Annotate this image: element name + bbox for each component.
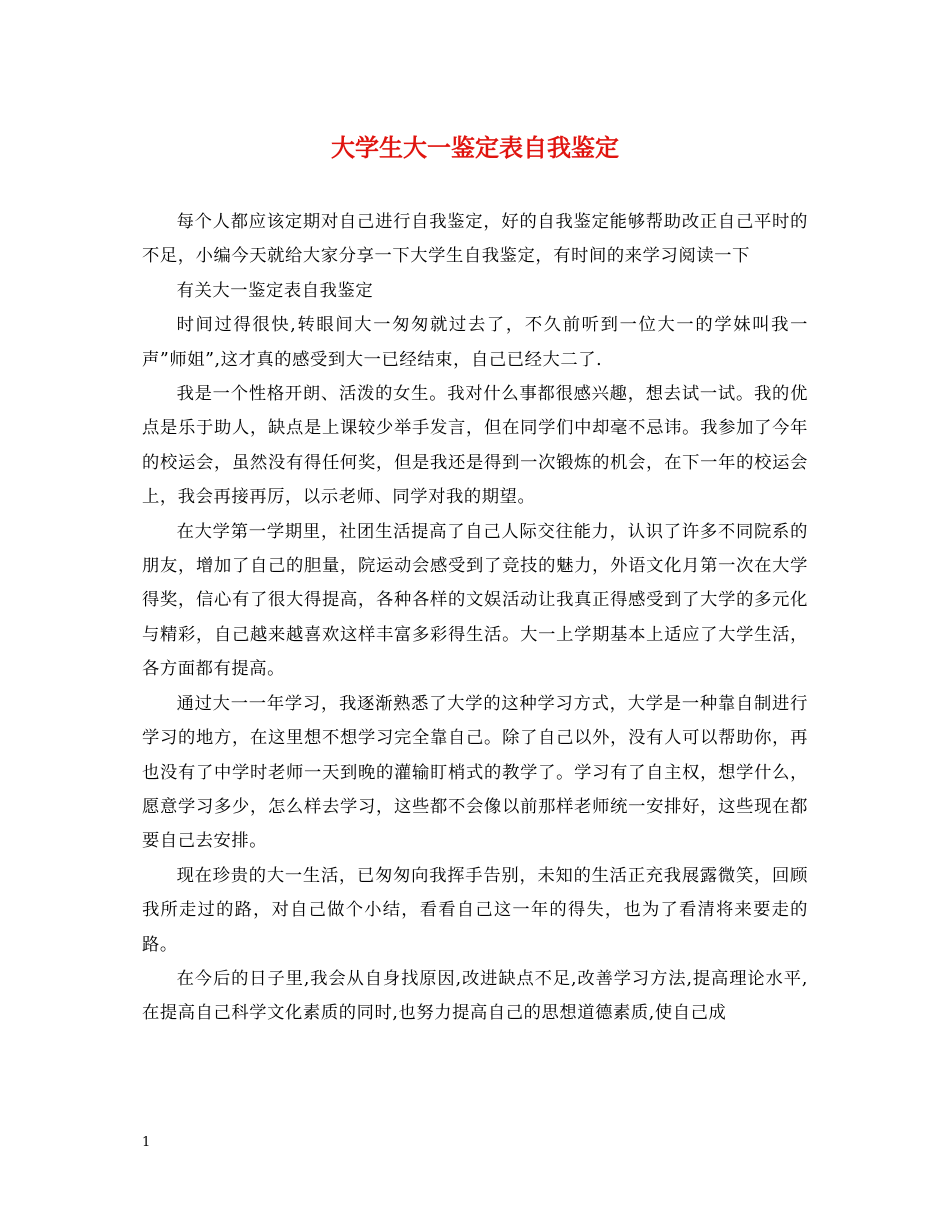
paragraph-time: 时间过得很快,转眼间大一匆匆就过去了，不久前听到一位大一的学妹叫我一声”师姐”,这才真的感受到大一已经结束，自己已经大二了. [142,315,808,370]
paragraph-future: 在今后的日子里,我会从自身找原因,改进缺点不足,改善学习方法,提高理论水平,在提高自己科学文化素质的同时,也努力提高自己的思想道德素质,使自己成 [142,968,808,1024]
paragraph-intro: 每个人都应该定期对自己进行自我鉴定，好的自我鉴定能够帮助改正自己平时的不足，小编今天就给大家分享一下大学生自我鉴定，有时间的来学习阅读一下 [142,212,808,267]
page-number: 1 [142,1135,151,1150]
document-body [142,205,808,1031]
paragraph-heading: 有关大一鉴定表自我鉴定 [176,280,374,301]
document-title: 大学生大一鉴定表自我鉴定 [331,133,619,162]
paragraph-personality: 我是一个性格开朗、活泼的女生。我对什么事都很感兴趣，想去试一试。我的优点是乐于助人，缺点是上课较少举手发言，但在同学们中却毫不忌讳。我参加了今年的校运会，虽然没有得任何奖，但是我还是得到一次锻炼的机会，在下一年的校运会上，我会再接再厉，以示老师、同学对我的期望。 [142,384,808,508]
paragraph-farewell: 现在珍贵的大一生活，已匆匆向我挥手告别，未知的生活正充我展露微笑，回顾我所走过的路，对自己做个小结，看看自己这一年的得失，也为了看清将来要走的路。 [142,865,808,955]
paragraph-first-semester: 在大学第一学期里，社团生活提高了自己人际交往能力，认识了许多不同院系的朋友，增加了自己的胆量，院运动会感受到了竞技的魅力，外语文化月第一次在大学得奖，信心有了很大得提高，各种各样的文娱活动让我真正得感受到了大学的多元化与精彩，自己越来越喜欢这样丰富多彩得生活。大一上学期基本上适应了大学生活，各方面都有提高。 [142,521,808,680]
paragraph-study: 通过大一一年学习，我逐渐熟悉了大学的这种学习方式，大学是一种靠自制进行学习的地方，在这里想不想学习完全靠自己。除了自己以外，没有人可以帮助你，再也没有了中学时老师一天到晚的灌输盯梢式的教学了。学习有了自主权，想学什么，愿意学习多少，怎么样去学习，这些都不会像以前那样老师统一安排好，这些现在都要自己去安排。 [142,693,808,852]
